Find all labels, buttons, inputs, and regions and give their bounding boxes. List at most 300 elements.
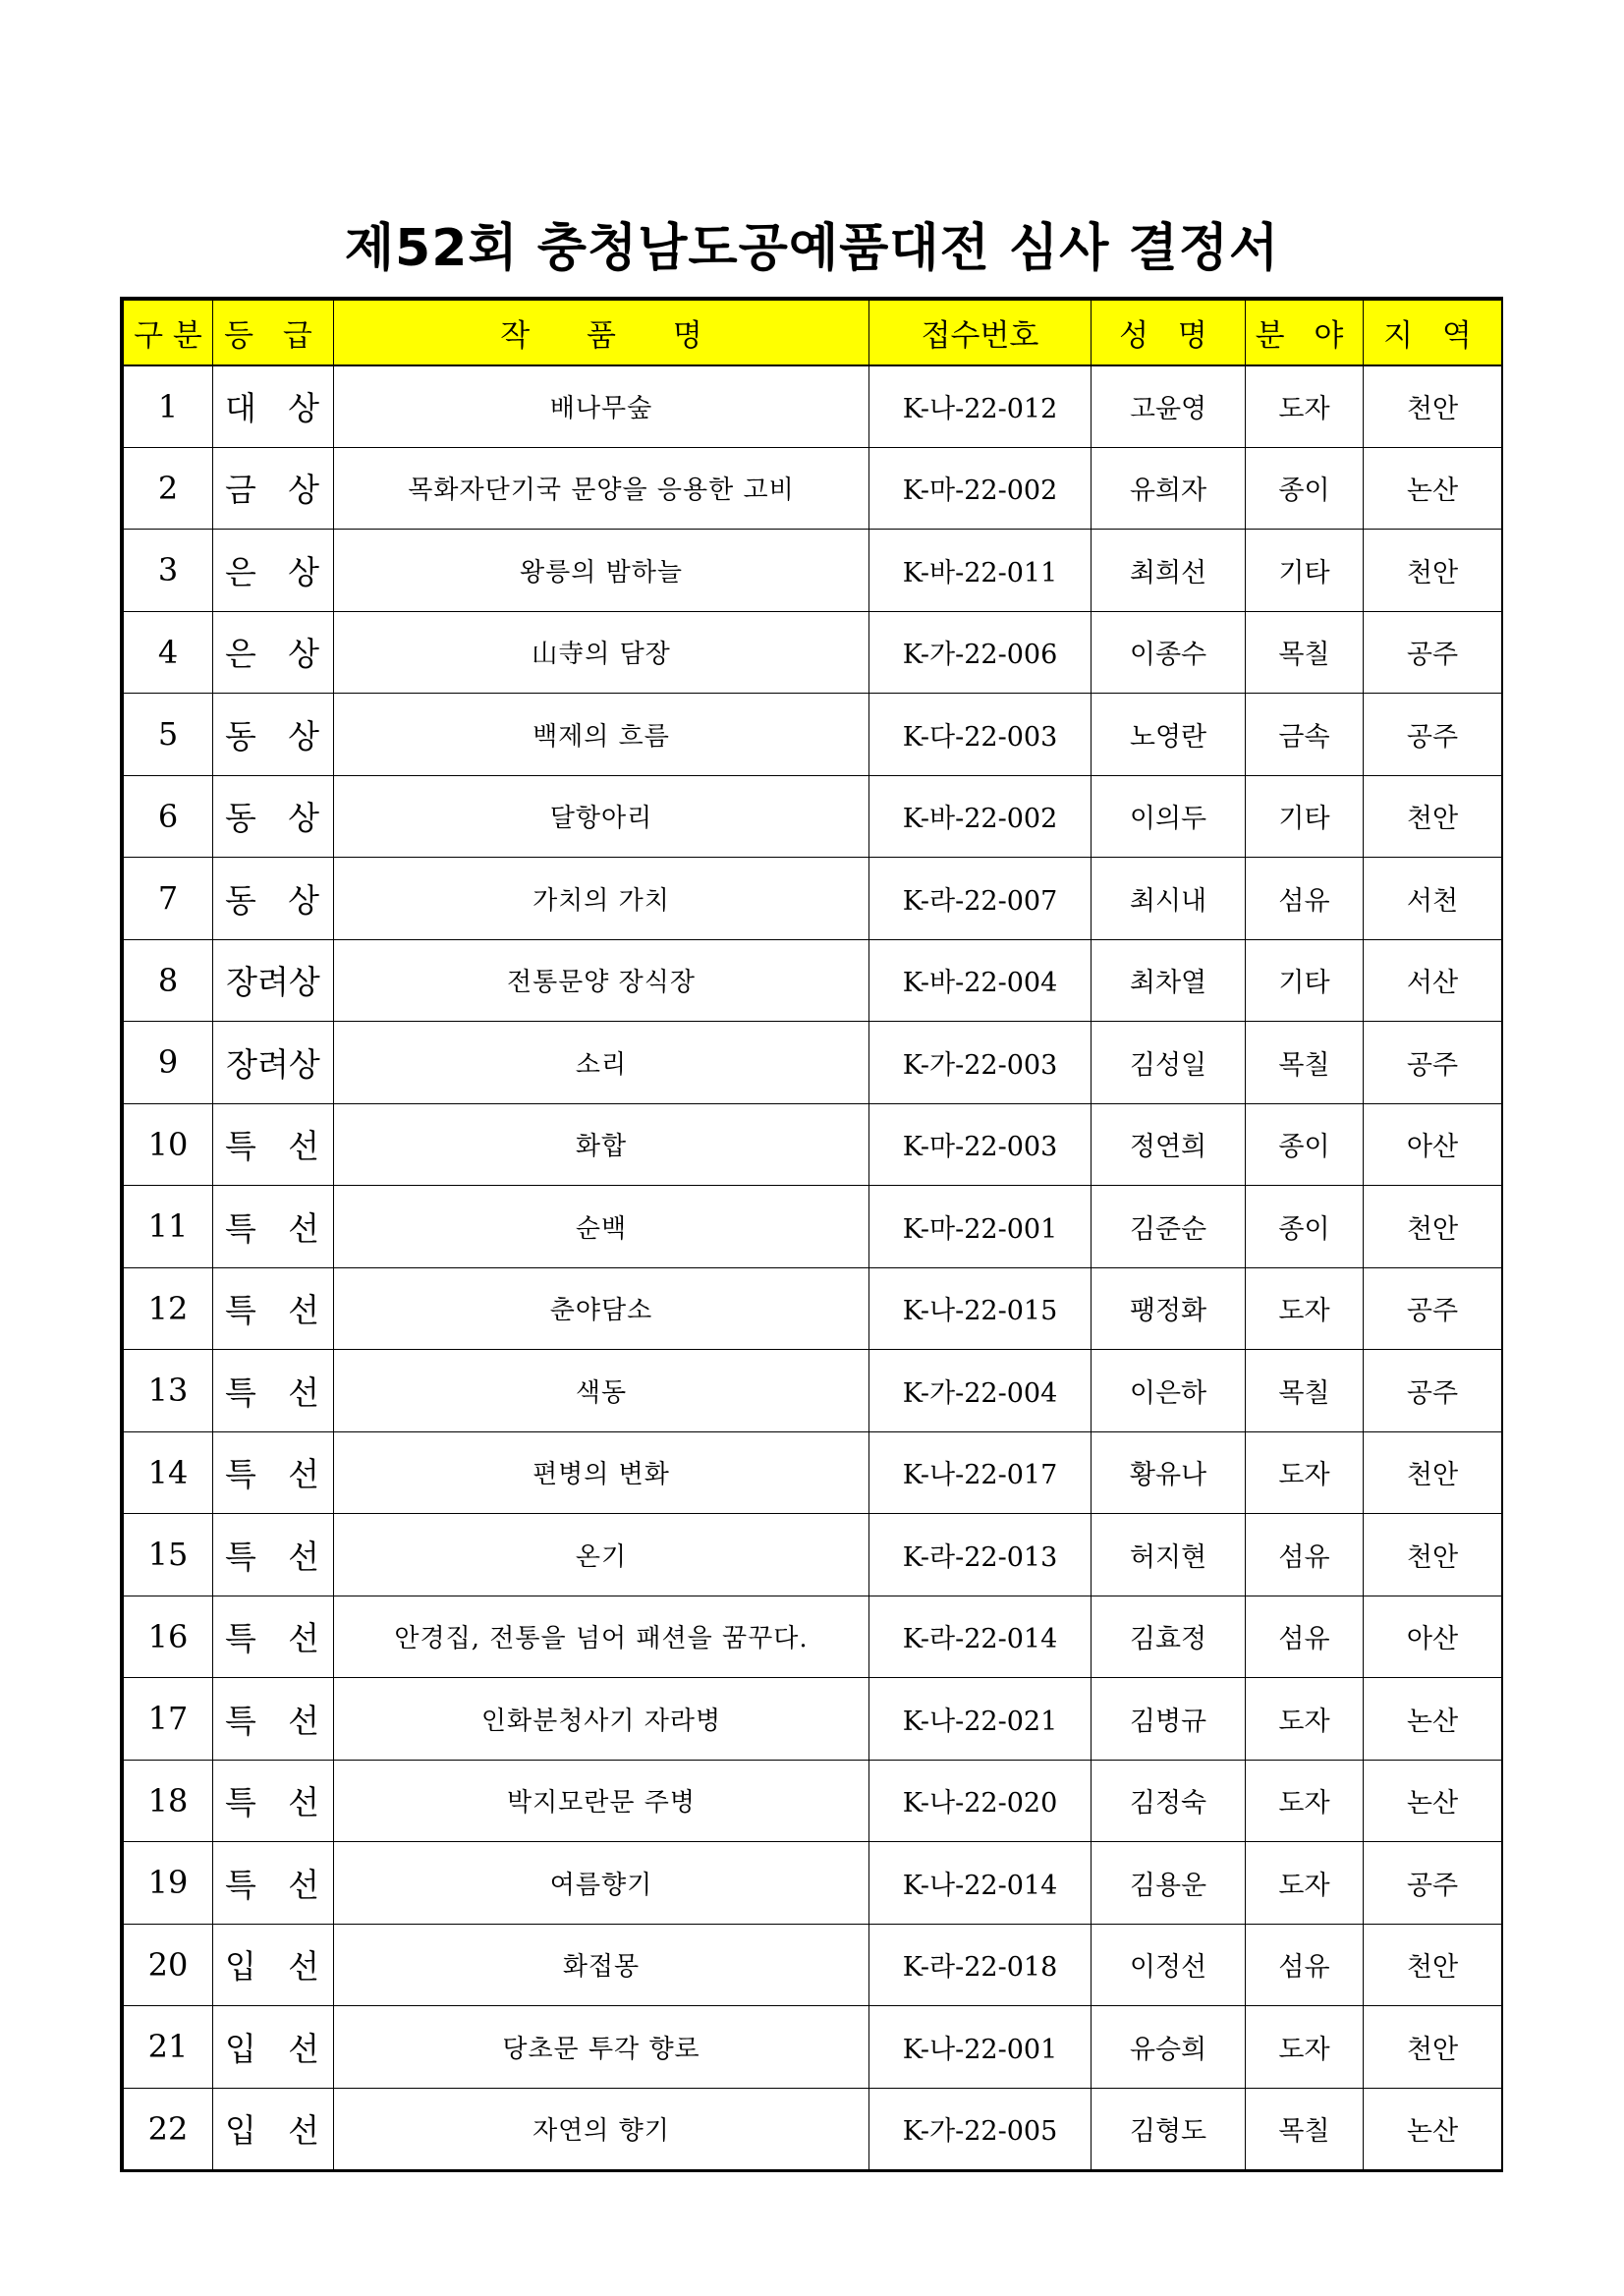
cell-no <box>124 1924 213 2006</box>
cell-artist-name <box>1092 1514 1246 1596</box>
cell-region <box>1364 1678 1502 1761</box>
cell-no <box>124 1760 213 1842</box>
cell-work-title <box>334 1924 869 2006</box>
cell-no <box>124 1431 213 1514</box>
cell-entry-number-text: K-마-22-002 <box>902 476 1058 507</box>
cell-work-title <box>334 1103 869 1186</box>
cell-field-text: 도자 <box>1278 2034 1330 2065</box>
cell-artist-name <box>1092 694 1246 776</box>
cell-no <box>124 1514 213 1596</box>
table-row <box>124 530 1502 612</box>
cell-no-text: 12 <box>147 1289 189 1327</box>
cell-work-title-text: 화합 <box>575 1132 628 1162</box>
table-row <box>124 1431 1502 1514</box>
cell-entry-number-text: K-라-22-018 <box>902 1952 1058 1984</box>
cell-entry-number-text: K-나-22-017 <box>902 1460 1058 1491</box>
cell-grade <box>213 1267 334 1350</box>
cell-field-text: 기타 <box>1278 557 1330 588</box>
cell-field <box>1246 1842 1364 1925</box>
cell-region <box>1364 694 1502 776</box>
cell-field <box>1246 775 1364 858</box>
cell-region-text: 공주 <box>1406 1377 1459 1409</box>
grade-label: 장려상 <box>226 1044 320 1084</box>
cell-no <box>124 447 213 530</box>
cell-grade <box>213 1924 334 2006</box>
cell-field-text: 종이 <box>1278 1213 1330 1245</box>
cell-no <box>124 1678 213 1761</box>
grade-label: 특 선 <box>225 1291 319 1330</box>
table-row <box>124 694 1502 776</box>
cell-region <box>1364 1267 1502 1350</box>
cell-artist-name <box>1092 1431 1246 1514</box>
cell-no <box>124 365 213 448</box>
cell-no <box>124 939 213 1022</box>
cell-no-text: 16 <box>147 1617 189 1655</box>
cell-no-text: 5 <box>157 715 179 754</box>
grade-label: 특 선 <box>225 1783 319 1822</box>
cell-entry-number <box>869 611 1092 694</box>
results-table <box>123 300 1502 2170</box>
cell-field-text: 섬유 <box>1278 1541 1330 1573</box>
cell-no-text: 9 <box>157 1043 179 1082</box>
cell-field-text: 도자 <box>1278 1788 1330 1820</box>
grade-label: 입 선 <box>225 2029 319 2068</box>
cell-entry-number-text: K-나-22-014 <box>902 1870 1058 1901</box>
cell-work-title-text: 달항아리 <box>549 804 653 834</box>
cell-artist-name-text: 김병규 <box>1129 1706 1207 1737</box>
cell-no <box>124 1842 213 1925</box>
cell-no <box>124 775 213 858</box>
table-row <box>124 365 1502 448</box>
cell-entry-number-text: K-가-22-004 <box>902 1377 1058 1409</box>
table-row <box>124 1267 1502 1350</box>
cell-work-title-text: 山寺의 담장 <box>532 640 671 670</box>
cell-entry-number-text: K-마-22-001 <box>902 1213 1058 1245</box>
results-table-frame <box>120 297 1503 2172</box>
cell-artist-name <box>1092 1022 1246 1104</box>
cell-region-text: 논산 <box>1406 1788 1459 1820</box>
cell-region-text: 천안 <box>1406 1541 1459 1573</box>
cell-grade <box>213 1596 334 1678</box>
cell-field-text: 목칠 <box>1278 1377 1330 1409</box>
cell-field-text: 도자 <box>1278 1296 1330 1327</box>
cell-no-text: 7 <box>157 879 179 918</box>
grade-label: 특 선 <box>225 1455 319 1494</box>
cell-grade <box>213 1103 334 1186</box>
cell-work-title <box>334 611 869 694</box>
cell-artist-name-text: 이의두 <box>1129 804 1207 835</box>
cell-entry-number <box>869 775 1092 858</box>
cell-entry-number <box>869 1431 1092 1514</box>
column-header-field: 분 야 <box>1246 301 1364 365</box>
cell-work-title-text: 배나무숲 <box>549 394 653 423</box>
cell-field-text: 금속 <box>1278 721 1330 753</box>
grade-label: 은 상 <box>225 635 319 674</box>
cell-grade <box>213 1842 334 1925</box>
cell-work-title <box>334 1596 869 1678</box>
column-header-code: 접수번호 <box>869 301 1092 365</box>
cell-no <box>124 694 213 776</box>
cell-work-title <box>334 775 869 858</box>
cell-region-text: 천안 <box>1406 1460 1459 1491</box>
cell-no-text: 15 <box>147 1536 189 1574</box>
cell-region <box>1364 1350 1502 1432</box>
cell-region-text: 공주 <box>1406 1049 1459 1081</box>
cell-no-text: 4 <box>157 633 179 671</box>
cell-field <box>1246 694 1364 776</box>
cell-no-text: 10 <box>147 1125 189 1163</box>
cell-field <box>1246 1924 1364 2006</box>
cell-grade <box>213 939 334 1022</box>
cell-work-title-text: 온기 <box>575 1541 628 1572</box>
cell-no-text: 20 <box>147 1945 189 1984</box>
cell-region-text: 천안 <box>1406 804 1459 835</box>
cell-field <box>1246 939 1364 1022</box>
cell-field <box>1246 1431 1364 1514</box>
cell-entry-number-text: K-라-22-014 <box>902 1624 1058 1655</box>
grade-label: 장려상 <box>226 963 320 1002</box>
cell-field <box>1246 1678 1364 1761</box>
cell-artist-name <box>1092 775 1246 858</box>
cell-entry-number <box>869 1596 1092 1678</box>
cell-entry-number-text: K-바-22-002 <box>902 804 1058 835</box>
table-row <box>124 775 1502 858</box>
cell-no <box>124 1186 213 1268</box>
cell-field-text: 종이 <box>1278 1132 1330 1163</box>
cell-artist-name <box>1092 1760 1246 1842</box>
cell-entry-number <box>869 447 1092 530</box>
cell-artist-name-text: 김형도 <box>1129 2116 1207 2148</box>
column-header-grade: 등 급 <box>213 301 334 365</box>
cell-region-text: 천안 <box>1406 557 1459 588</box>
cell-entry-number-text: K-나-22-001 <box>902 2034 1058 2065</box>
cell-artist-name-text: 김준순 <box>1129 1213 1207 1245</box>
column-header-region: 지 역 <box>1364 301 1502 365</box>
cell-region <box>1364 1596 1502 1678</box>
cell-work-title <box>334 1842 869 1925</box>
cell-entry-number-text: K-라-22-013 <box>902 1541 1058 1573</box>
cell-grade <box>213 1678 334 1761</box>
cell-region-text: 아산 <box>1406 1132 1459 1163</box>
cell-grade <box>213 365 334 448</box>
cell-work-title-text: 전통문양 장식장 <box>506 968 697 998</box>
cell-region-text: 천안 <box>1406 2034 1459 2065</box>
cell-region-text: 서산 <box>1406 968 1459 999</box>
cell-no-text: 8 <box>157 961 179 999</box>
cell-work-title <box>334 1022 869 1104</box>
cell-region <box>1364 2006 1502 2089</box>
cell-grade <box>213 1431 334 1514</box>
cell-entry-number-text: K-나-22-021 <box>902 1706 1058 1737</box>
grade-label: 특 선 <box>225 1865 319 1904</box>
cell-entry-number <box>869 1760 1092 1842</box>
column-header-work: 작 품 명 <box>334 301 869 365</box>
cell-field-text: 섬유 <box>1278 1624 1330 1655</box>
cell-entry-number <box>869 1186 1092 1268</box>
cell-grade <box>213 1350 334 1432</box>
cell-entry-number-text: K-나-22-015 <box>902 1296 1058 1327</box>
cell-work-title-text: 편병의 변화 <box>532 1460 670 1490</box>
cell-no <box>124 1596 213 1678</box>
cell-entry-number <box>869 1103 1092 1186</box>
cell-field-text: 목칠 <box>1278 2116 1330 2148</box>
cell-artist-name <box>1092 2006 1246 2089</box>
cell-field <box>1246 1514 1364 1596</box>
cell-field <box>1246 2006 1364 2089</box>
cell-work-title <box>334 1186 869 1268</box>
cell-field <box>1246 1186 1364 1268</box>
cell-artist-name <box>1092 1186 1246 1268</box>
cell-work-title-text: 자연의 향기 <box>532 2116 670 2147</box>
cell-work-title-text: 백제의 흐름 <box>532 721 670 752</box>
cell-field-text: 도자 <box>1278 394 1330 424</box>
cell-field-text: 종이 <box>1278 476 1330 507</box>
cell-work-title-text: 가치의 가치 <box>532 885 670 916</box>
cell-region-text: 천안 <box>1406 1213 1459 1245</box>
cell-grade <box>213 447 334 530</box>
cell-entry-number <box>869 1267 1092 1350</box>
cell-artist-name <box>1092 1596 1246 1678</box>
cell-grade <box>213 1514 334 1596</box>
table-row <box>124 1596 1502 1678</box>
cell-entry-number <box>869 1022 1092 1104</box>
cell-region <box>1364 1924 1502 2006</box>
cell-field <box>1246 1596 1364 1678</box>
cell-entry-number <box>869 1678 1092 1761</box>
grade-label: 특 선 <box>225 1619 319 1658</box>
cell-no-text: 18 <box>147 1781 189 1820</box>
cell-no-text: 19 <box>147 1864 189 1902</box>
cell-entry-number <box>869 530 1092 612</box>
cell-artist-name <box>1092 530 1246 612</box>
cell-artist-name-text: 허지현 <box>1129 1541 1207 1573</box>
cell-entry-number-text: K-라-22-007 <box>902 885 1058 917</box>
cell-work-title <box>334 1760 869 1842</box>
cell-work-title <box>334 1267 869 1350</box>
table-row <box>124 858 1502 940</box>
grade-label: 은 상 <box>225 552 319 591</box>
cell-artist-name-text: 김성일 <box>1129 1049 1207 1081</box>
cell-artist-name-text: 최희선 <box>1129 557 1207 588</box>
cell-entry-number <box>869 858 1092 940</box>
cell-entry-number <box>869 365 1092 448</box>
cell-field <box>1246 611 1364 694</box>
cell-region-text: 논산 <box>1406 2116 1459 2148</box>
cell-no <box>124 530 213 612</box>
cell-no <box>124 858 213 940</box>
grade-label: 특 선 <box>225 1701 319 1740</box>
cell-no <box>124 2006 213 2089</box>
cell-artist-name <box>1092 1924 1246 2006</box>
cell-region-text: 서천 <box>1406 885 1459 917</box>
cell-region-text: 공주 <box>1406 1296 1459 1327</box>
cell-work-title <box>334 1678 869 1761</box>
cell-region <box>1364 775 1502 858</box>
grade-label: 동 상 <box>225 880 319 920</box>
cell-work-title <box>334 1350 869 1432</box>
cell-entry-number-text: K-나-22-020 <box>902 1788 1058 1820</box>
cell-region <box>1364 1514 1502 1596</box>
cell-entry-number <box>869 1842 1092 1925</box>
grade-label: 특 선 <box>225 1208 319 1248</box>
cell-artist-name <box>1092 858 1246 940</box>
cell-artist-name-text: 김효정 <box>1129 1624 1207 1655</box>
cell-no-text: 22 <box>147 2109 189 2148</box>
cell-region-text: 아산 <box>1406 1624 1459 1655</box>
cell-work-title <box>334 858 869 940</box>
cell-artist-name-text: 노영란 <box>1129 721 1207 753</box>
cell-no-text: 13 <box>147 1372 189 1410</box>
table-row <box>124 2088 1502 2170</box>
cell-artist-name-text: 팽정화 <box>1129 1296 1207 1327</box>
cell-artist-name-text: 유승희 <box>1129 2034 1207 2065</box>
cell-entry-number-text: K-가-22-003 <box>902 1049 1058 1081</box>
cell-artist-name-text: 황유나 <box>1129 1460 1207 1491</box>
cell-artist-name <box>1092 1103 1246 1186</box>
cell-grade <box>213 775 334 858</box>
cell-work-title <box>334 530 869 612</box>
page-title: 제52회 충청남도공예품대전 심사 결정서 <box>344 219 1280 278</box>
cell-grade <box>213 1022 334 1104</box>
cell-work-title <box>334 1514 869 1596</box>
cell-field <box>1246 530 1364 612</box>
cell-entry-number <box>869 1350 1092 1432</box>
cell-no <box>124 1022 213 1104</box>
cell-field <box>1246 365 1364 448</box>
cell-entry-number <box>869 1924 1092 2006</box>
cell-artist-name-text: 이은하 <box>1129 1377 1207 1409</box>
cell-field <box>1246 1760 1364 1842</box>
grade-label: 입 선 <box>225 2111 319 2151</box>
cell-field-text: 목칠 <box>1278 640 1330 671</box>
cell-grade <box>213 694 334 776</box>
cell-entry-number <box>869 1514 1092 1596</box>
cell-work-title <box>334 939 869 1022</box>
cell-no-text: 6 <box>157 797 179 835</box>
cell-work-title <box>334 2088 869 2170</box>
cell-field-text: 기타 <box>1278 804 1330 835</box>
cell-work-title-text: 왕릉의 밤하늘 <box>520 557 683 588</box>
cell-artist-name <box>1092 1267 1246 1350</box>
table-row <box>124 1678 1502 1761</box>
grade-label: 입 선 <box>225 1947 319 1987</box>
cell-artist-name-text: 이정선 <box>1129 1952 1207 1984</box>
cell-region <box>1364 611 1502 694</box>
column-header-name: 성 명 <box>1092 301 1246 365</box>
cell-region <box>1364 1022 1502 1104</box>
cell-region-text: 천안 <box>1406 394 1459 424</box>
cell-field-text: 도자 <box>1278 1460 1330 1491</box>
results-table-body <box>124 365 1502 2170</box>
cell-artist-name-text: 이종수 <box>1129 640 1207 671</box>
cell-artist-name <box>1092 1350 1246 1432</box>
cell-artist-name <box>1092 365 1246 448</box>
cell-field <box>1246 858 1364 940</box>
cell-no <box>124 1350 213 1432</box>
table-row <box>124 1350 1502 1432</box>
cell-entry-number-text: K-가-22-006 <box>902 640 1058 671</box>
cell-field-text: 기타 <box>1278 968 1330 999</box>
cell-no-text: 3 <box>157 551 179 589</box>
cell-work-title-text: 화접몽 <box>562 1952 641 1983</box>
cell-grade <box>213 611 334 694</box>
cell-region-text: 논산 <box>1406 1706 1459 1737</box>
cell-region <box>1364 447 1502 530</box>
cell-grade <box>213 530 334 612</box>
cell-work-title-text: 박지모란문 주병 <box>506 1788 697 1819</box>
cell-entry-number <box>869 694 1092 776</box>
cell-region <box>1364 1103 1502 1186</box>
cell-field-text: 섬유 <box>1278 1952 1330 1984</box>
grade-label: 동 상 <box>225 799 319 838</box>
grade-label: 금 상 <box>225 471 319 510</box>
cell-no-text: 14 <box>147 1453 189 1491</box>
cell-entry-number-text: K-바-22-011 <box>902 557 1058 588</box>
cell-no-text: 17 <box>147 1700 189 1738</box>
cell-work-title-text: 춘야담소 <box>549 1296 653 1326</box>
cell-work-title-text: 순백 <box>575 1213 628 1244</box>
cell-work-title <box>334 1431 869 1514</box>
cell-no <box>124 2088 213 2170</box>
cell-no <box>124 1103 213 1186</box>
cell-region <box>1364 1431 1502 1514</box>
cell-no-text: 11 <box>147 1207 189 1246</box>
cell-artist-name-text: 최차열 <box>1129 968 1207 999</box>
cell-entry-number <box>869 2006 1092 2089</box>
cell-entry-number-text: K-마-22-003 <box>902 1132 1058 1163</box>
grade-label: 특 선 <box>225 1537 319 1576</box>
cell-artist-name <box>1092 611 1246 694</box>
grade-label: 동 상 <box>225 716 319 756</box>
cell-artist-name-text: 김용운 <box>1129 1870 1207 1901</box>
cell-region-text: 논산 <box>1406 476 1459 507</box>
column-header-no: 구 분 <box>124 301 213 365</box>
cell-region-text: 천안 <box>1406 1952 1459 1984</box>
cell-no-text: 21 <box>147 2028 189 2066</box>
cell-no-text: 1 <box>157 387 179 425</box>
table-row <box>124 1924 1502 2006</box>
cell-entry-number <box>869 2088 1092 2170</box>
table-row <box>124 611 1502 694</box>
table-row <box>124 1103 1502 1186</box>
table-row <box>124 447 1502 530</box>
table-header-row <box>124 301 1502 365</box>
cell-field-text: 섬유 <box>1278 885 1330 917</box>
cell-entry-number-text: K-가-22-005 <box>902 2116 1058 2148</box>
cell-no <box>124 611 213 694</box>
table-row <box>124 939 1502 1022</box>
cell-entry-number <box>869 939 1092 1022</box>
cell-artist-name <box>1092 939 1246 1022</box>
cell-region-text: 공주 <box>1406 640 1459 671</box>
cell-no <box>124 1267 213 1350</box>
cell-entry-number-text: K-바-22-004 <box>902 968 1058 999</box>
cell-no-text: 2 <box>157 469 179 507</box>
grade-label: 특 선 <box>225 1372 319 1412</box>
cell-work-title-text: 인화분청사기 자라병 <box>480 1706 722 1736</box>
cell-work-title-text: 당초문 투각 향로 <box>502 2034 700 2064</box>
cell-grade <box>213 1760 334 1842</box>
cell-region <box>1364 939 1502 1022</box>
table-row <box>124 1186 1502 1268</box>
cell-field <box>1246 1350 1364 1432</box>
cell-region <box>1364 365 1502 448</box>
cell-region <box>1364 1842 1502 1925</box>
cell-region-text: 공주 <box>1406 721 1459 753</box>
cell-region <box>1364 858 1502 940</box>
cell-work-title <box>334 365 869 448</box>
cell-artist-name-text: 정연희 <box>1129 1132 1207 1163</box>
